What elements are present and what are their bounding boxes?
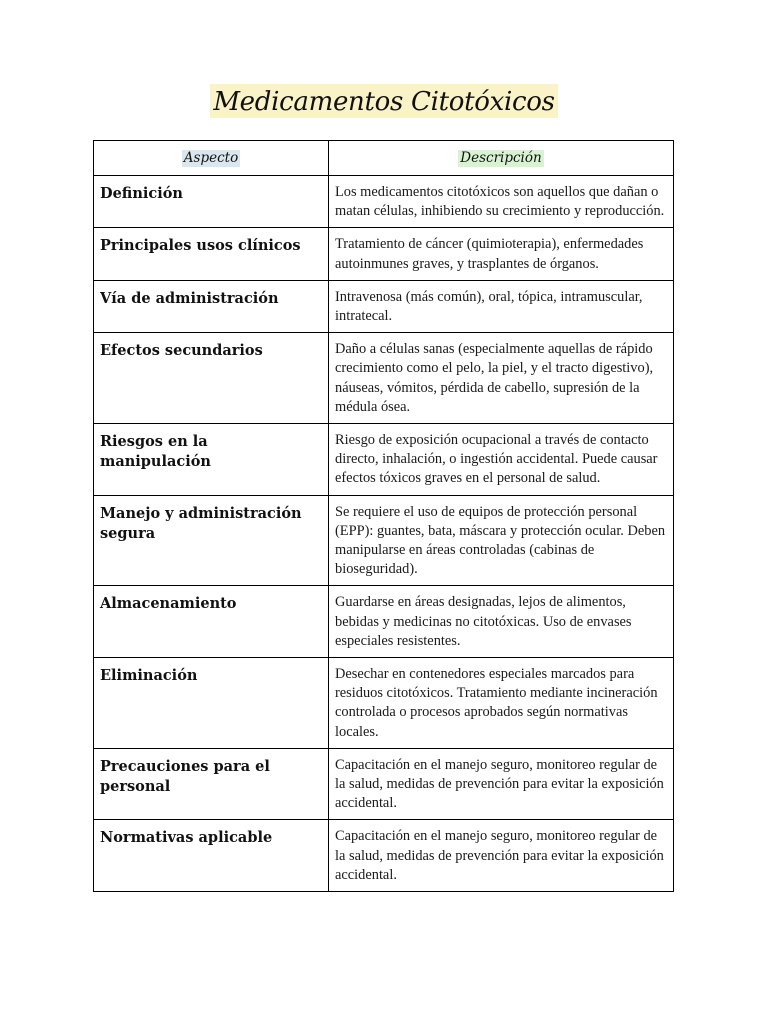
aspect-cell: Riesgos en la manipulación [94,424,329,496]
aspect-cell: Normativas aplicable [94,820,329,892]
aspects-table [93,140,674,892]
header-descripcion: Descripción [460,150,542,166]
description-cell: Capacitación en el manejo seguro, monitoreo regular de la salud, medidas de prevención para evitar la exposición accidental. [329,820,674,892]
header-aspecto: Aspecto [183,150,239,166]
aspect-cell: Vía de administración [94,280,329,332]
description-cell: Daño a células sanas (especialmente aquellas de rápido crecimiento como el pelo, la piel, y el tracto digestivo), náuseas, vómitos, pérdida de cabello, supresión de la médula ósea. [329,333,674,424]
table-row [94,495,674,586]
table-row [94,228,674,280]
table-row [94,748,674,820]
aspect-cell: Definición [94,176,329,228]
aspect-cell: Manejo y administración segura [94,495,329,586]
aspect-cell: Efectos secundarios [94,333,329,424]
header-cell-descripcion [329,141,674,176]
description-cell: Guardarse en áreas designadas, lejos de alimentos, bebidas y medicinas no citotóxicas. Uso de envases especiales resistentes. [329,586,674,658]
table-row [94,424,674,496]
table-row [94,658,674,749]
aspect-cell: Precauciones para el personal [94,748,329,820]
table-row [94,333,674,424]
table-header-row [94,141,674,176]
description-cell: Riesgo de exposición ocupacional a través de contacto directo, inhalación, o ingestión accidental. Puede causar efectos tóxicos graves en el personal de salud. [329,424,674,496]
description-cell: Los medicamentos citotóxicos son aquellos que dañan o matan células, inhibiendo su crecimiento y reproducción. [329,176,674,228]
description-cell: Tratamiento de cáncer (quimioterapia), enfermedades autoinmunes graves, y trasplantes de órganos. [329,228,674,280]
aspect-cell: Almacenamiento [94,586,329,658]
page-title: Medicamentos Citotóxicos [210,84,557,118]
table-row [94,820,674,892]
header-cell-aspecto [94,141,329,176]
table-row [94,176,674,228]
description-cell: Intravenosa (más común), oral, tópica, intramuscular, intratecal. [329,280,674,332]
description-cell: Capacitación en el manejo seguro, monitoreo regular de la salud, medidas de prevención para evitar la exposición accidental. [329,748,674,820]
description-cell: Se requiere el uso de equipos de protección personal (EPP): guantes, bata, máscara y protección ocular. Deben manipularse en áreas controladas (cabinas de bioseguridad). [329,495,674,586]
table-row [94,586,674,658]
description-cell: Desechar en contenedores especiales marcados para residuos citotóxicos. Tratamiento mediante incineración controlada o procesos aprobados según normativas locales. [329,658,674,749]
title-container [0,84,768,118]
aspect-cell: Eliminación [94,658,329,749]
table-row [94,280,674,332]
aspect-cell: Principales usos clínicos [94,228,329,280]
